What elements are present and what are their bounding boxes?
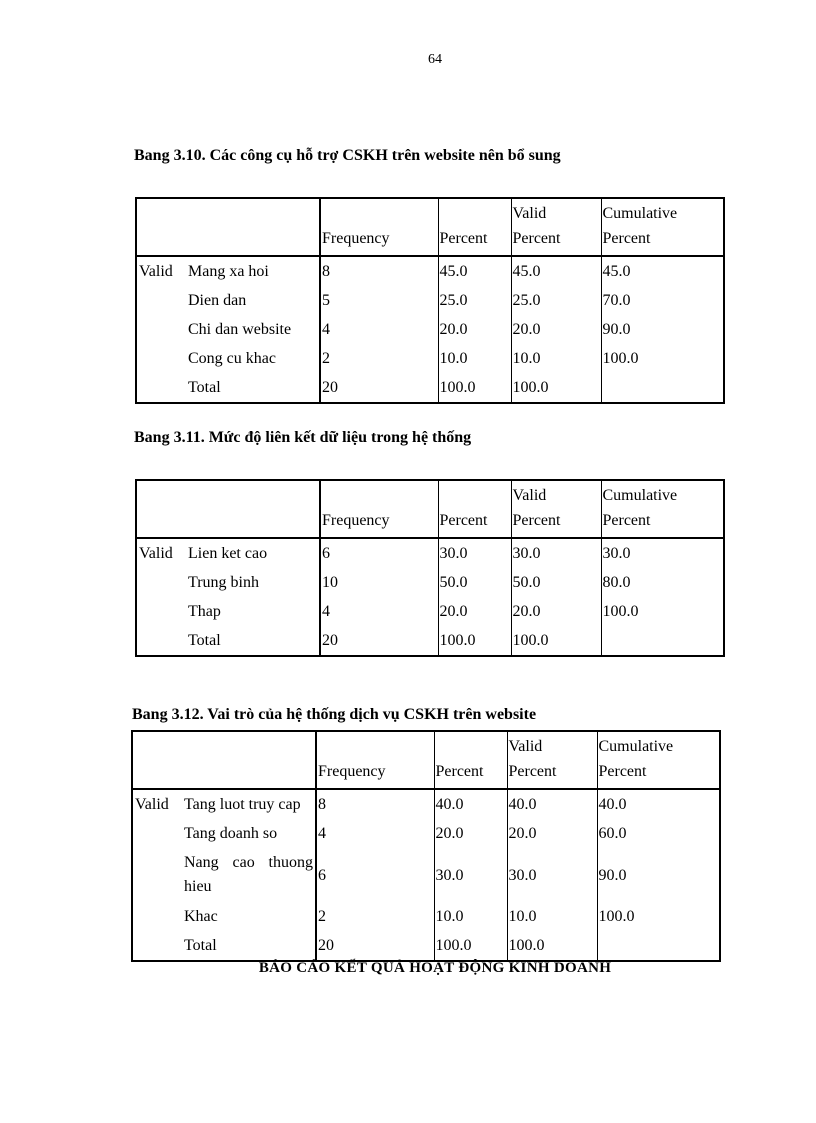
header-frequency: Frequency (320, 480, 438, 538)
row-label: Total (184, 626, 320, 656)
cell-frequency: 5 (320, 286, 438, 315)
row-label: Nang cao thuong hieu (180, 848, 316, 902)
cell-frequency: 4 (316, 819, 434, 848)
cell-valid-percent: 100.0 (507, 931, 597, 961)
table-row (132, 902, 720, 931)
table-row (136, 538, 724, 568)
cell-frequency: 8 (320, 256, 438, 286)
cell-frequency: 6 (320, 538, 438, 568)
header-cumulative-percent: Cumulative Percent (601, 198, 724, 256)
table-caption: Bang 3.12. Vai trò của hệ thống dịch vụ CSKH trên website (132, 706, 537, 723)
cell-percent: 25.0 (438, 286, 511, 315)
table-row (132, 789, 720, 819)
header-percent: Percent (434, 731, 507, 789)
cell-valid-percent: 100.0 (511, 626, 601, 656)
table-row (136, 286, 724, 315)
frequency-table (135, 197, 725, 404)
cell-frequency: 2 (320, 344, 438, 373)
cell-percent: 40.0 (434, 789, 507, 819)
cell-percent: 20.0 (438, 315, 511, 344)
cell-valid-percent: 100.0 (511, 373, 601, 403)
row-label: Lien ket cao (184, 538, 320, 568)
header-valid-percent: Valid Percent (511, 198, 601, 256)
cell-percent: 20.0 (438, 597, 511, 626)
cell-valid-percent: 30.0 (511, 538, 601, 568)
cell-cumulative-percent: 100.0 (602, 603, 639, 620)
table-row (136, 344, 724, 373)
cell-cumulative-percent (601, 373, 724, 403)
cell-frequency: 20 (320, 626, 438, 656)
header-percent: Percent (438, 198, 511, 256)
header-cumulative-percent: Cumulative Percent (597, 731, 720, 789)
table-row (136, 597, 724, 626)
cell-percent: 100.0 (434, 931, 507, 961)
cell-valid-percent: 45.0 (511, 256, 601, 286)
row-label: Chi dan website (184, 315, 320, 344)
cell-percent: 100.0 (438, 373, 511, 403)
row-label: Dien dan (184, 286, 320, 315)
header-cumulative-percent: Cumulative Percent (601, 480, 724, 538)
row-label: Mang xa hoi (184, 256, 320, 286)
row-label: Tang doanh so (180, 819, 316, 848)
cell-percent: 30.0 (434, 848, 507, 902)
cell-frequency: 8 (316, 789, 434, 819)
cell-valid-percent: 25.0 (511, 286, 601, 315)
cell-cumulative-percent: 90.0 (602, 321, 631, 338)
header-valid-percent: Valid Percent (511, 480, 601, 538)
section-title: BÁO CÁO KẾT QUẢ HOẠT ĐỘNG KINH DOANH (258, 960, 612, 976)
cell-frequency: 20 (320, 373, 438, 403)
table-row (132, 848, 720, 902)
table-row-total (136, 373, 724, 403)
table-caption: Bang 3.11. Mức độ liên kết dữ liệu trong hệ thống (134, 429, 472, 446)
group-label: Valid (139, 263, 173, 280)
cell-valid-percent: 20.0 (507, 819, 597, 848)
header-frequency: Frequency (316, 731, 434, 789)
cell-cumulative-percent (601, 626, 724, 656)
cell-percent: 10.0 (434, 902, 507, 931)
cell-cumulative-percent (597, 931, 720, 961)
row-label: Cong cu khac (184, 344, 320, 373)
cell-valid-percent: 50.0 (511, 568, 601, 597)
table-row-total (136, 626, 724, 656)
cell-percent: 30.0 (438, 538, 511, 568)
row-label: Thap (184, 597, 320, 626)
cell-valid-percent: 10.0 (511, 344, 601, 373)
cell-cumulative-percent: 90.0 (598, 866, 627, 884)
cell-percent: 45.0 (438, 256, 511, 286)
cell-percent: 20.0 (434, 819, 507, 848)
group-label: Valid (139, 545, 173, 562)
table-header-row (136, 480, 724, 538)
page-number: 64 (428, 52, 442, 67)
row-label: Trung binh (184, 568, 320, 597)
table-row (132, 819, 720, 848)
table-row (136, 568, 724, 597)
table-caption: Bang 3.10. Các công cụ hỗ trợ CSKH trên website nên bổ sung (134, 147, 561, 164)
cell-cumulative-percent: 100.0 (598, 908, 635, 925)
frequency-table (135, 479, 725, 657)
cell-cumulative-percent: 60.0 (598, 825, 627, 842)
frequency-table (131, 730, 721, 962)
cell-frequency: 6 (316, 848, 434, 902)
table-header-row (136, 198, 724, 256)
header-valid-percent: Valid Percent (507, 731, 597, 789)
table-row (136, 315, 724, 344)
row-label: Total (184, 373, 320, 403)
cell-frequency: 4 (320, 597, 438, 626)
table-row (136, 256, 724, 286)
header-percent: Percent (438, 480, 511, 538)
cell-cumulative-percent: 45.0 (602, 263, 631, 280)
cell-valid-percent: 20.0 (511, 315, 601, 344)
row-label: Khac (180, 902, 316, 931)
cell-frequency: 10 (320, 568, 438, 597)
cell-cumulative-percent: 30.0 (602, 545, 631, 562)
cell-frequency: 20 (316, 931, 434, 961)
cell-cumulative-percent: 40.0 (598, 796, 627, 813)
cell-frequency: 4 (320, 315, 438, 344)
cell-frequency: 2 (316, 902, 434, 931)
cell-percent: 10.0 (438, 344, 511, 373)
cell-valid-percent: 30.0 (507, 848, 597, 902)
table-row-total (132, 931, 720, 961)
cell-cumulative-percent: 80.0 (602, 574, 631, 591)
cell-percent: 50.0 (438, 568, 511, 597)
row-label: Total (180, 931, 316, 961)
header-frequency: Frequency (320, 198, 438, 256)
table-header-row (132, 731, 720, 789)
cell-valid-percent: 20.0 (511, 597, 601, 626)
row-label: Tang luot truy cap (180, 789, 316, 819)
cell-cumulative-percent: 70.0 (602, 292, 631, 309)
cell-valid-percent: 40.0 (507, 789, 597, 819)
group-label: Valid (135, 796, 169, 813)
cell-cumulative-percent: 100.0 (602, 350, 639, 367)
cell-percent: 100.0 (438, 626, 511, 656)
cell-valid-percent: 10.0 (507, 902, 597, 931)
